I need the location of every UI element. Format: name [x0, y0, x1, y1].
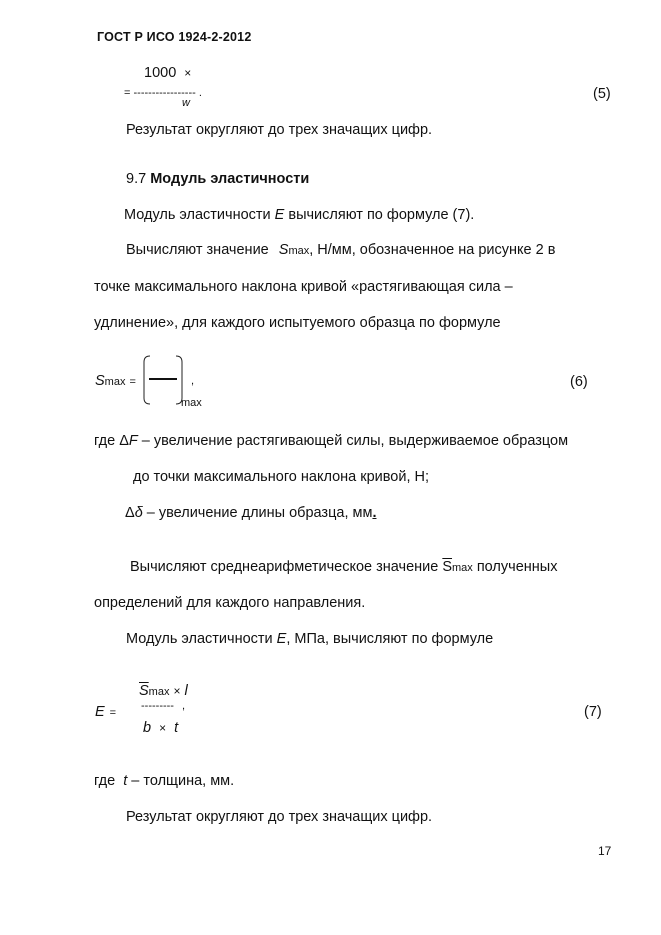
formula-6-number: (6) — [570, 374, 588, 390]
formula-7-lhs — [95, 703, 116, 722]
formula-7-eq: = — [109, 707, 117, 719]
where2-prefix: где — [94, 773, 120, 789]
formula-5-numerator-value: 1000 — [144, 65, 177, 81]
formula-6-eq: = — [129, 376, 136, 388]
formula-7-times: × — [173, 684, 181, 698]
para-modulus-before: Модуль эластичности — [126, 631, 277, 647]
where2-var: t — [123, 773, 128, 789]
paragraph-modulus — [126, 630, 493, 648]
para-s-sub: max — [288, 245, 310, 257]
section-number: 9.7 — [126, 171, 147, 187]
formula-7-num-var: $\overline{S}$ — [139, 683, 149, 699]
formula-7-den-t: t — [174, 720, 179, 736]
paragraph-mean-line2: определений для каждого направления. — [94, 595, 366, 611]
formula-5-times: × — [184, 66, 192, 80]
section-title: Модуль эластичности — [150, 171, 310, 187]
para-e-after: вычисляют по формуле (7). — [284, 207, 475, 223]
where1-delta-var: δ — [134, 505, 143, 521]
where-delta-delta — [125, 504, 376, 522]
para-mean-var: $\overline{S}$ — [442, 559, 453, 575]
formula-6-sub: max — [104, 376, 126, 388]
para-e-var: E — [274, 207, 285, 223]
para-modulus-var: E — [276, 631, 287, 647]
formula-7-num-sub: max — [148, 686, 170, 698]
formula-5-fraction-line — [124, 87, 202, 99]
formula-5-eq: = — [124, 87, 131, 99]
paragraph-s-line2: точке максимального наклона кривой «растягивающая сила – — [94, 279, 513, 295]
formula-6-comma: , — [191, 375, 195, 387]
formula-7-number: (7) — [584, 704, 602, 720]
para-mean-sub: max — [452, 562, 473, 574]
formula-7-denominator — [143, 719, 178, 737]
para-s-var: S — [278, 242, 289, 258]
page-number: 17 — [598, 844, 612, 858]
where1-prefix: где Δ — [94, 433, 129, 449]
where-thickness — [94, 772, 234, 790]
paragraph-rounding-2: Результат округляют до трех значащих цифр. — [126, 809, 433, 825]
paragraph-s-line1 — [126, 241, 555, 260]
document-header: ГОСТ Р ИСО 1924-2-2012 — [97, 30, 252, 44]
where1-delta-text: – увеличение длины образца, мм — [142, 505, 373, 521]
para-e-before: Модуль эластичности — [124, 207, 275, 223]
formula-6-bracket-sub: max — [181, 397, 202, 409]
para-mean-before: Вычисляют среднеарифметическое значение — [130, 559, 443, 575]
formula-7-den-times: × — [159, 721, 167, 735]
formula-5-dot: . — [198, 87, 202, 99]
where-delta-f-cont: до точки максимального наклона кривой, Н; — [133, 469, 430, 485]
formula-6-lhs — [95, 372, 136, 391]
formula-5-number: (5) — [593, 86, 611, 102]
formula-7-num-l: l — [184, 683, 188, 699]
where-delta-f — [94, 432, 568, 450]
para-mean-after: полученных — [472, 559, 558, 575]
where2-text: – толщина, мм. — [127, 773, 235, 789]
formula-7-numerator — [139, 682, 188, 701]
section-heading — [126, 170, 309, 188]
paragraph-mean-line1 — [130, 558, 557, 577]
where1-text: – увеличение растягивающей силы, выдерживаемое образцом — [137, 433, 569, 449]
formula-5-denominator: w — [182, 97, 190, 109]
paragraph-rounding-1: Результат округляют до трех значащих цифр. — [126, 122, 433, 138]
formula-7-lhs-var: E — [95, 704, 105, 720]
formula-7-comma: , — [181, 700, 186, 712]
formula-5-numerator — [144, 64, 191, 82]
formula-6-var: S — [95, 373, 105, 389]
paragraph-s-line3: удлинение», для каждого испытуемого образца по формуле — [94, 315, 501, 331]
where1-delta-prefix: Δ — [125, 505, 135, 521]
para-s-after: , Н/мм, обозначенное на рисунке 2 в — [309, 242, 556, 258]
formula-5-dashes: ----------------- — [133, 87, 196, 99]
where1-var: F — [128, 433, 138, 449]
para-modulus-after: , МПа, вычисляют по формуле — [286, 631, 494, 647]
formula-7-den-b: b — [143, 720, 152, 736]
paragraph-elastic-modulus-ref — [124, 206, 474, 224]
formula-7-dashes: --------- — [141, 700, 174, 712]
where1-delta-end: . — [372, 505, 377, 521]
para-s-before: Вычисляют значение — [126, 242, 273, 258]
formula-7-fraction-line — [141, 700, 185, 712]
